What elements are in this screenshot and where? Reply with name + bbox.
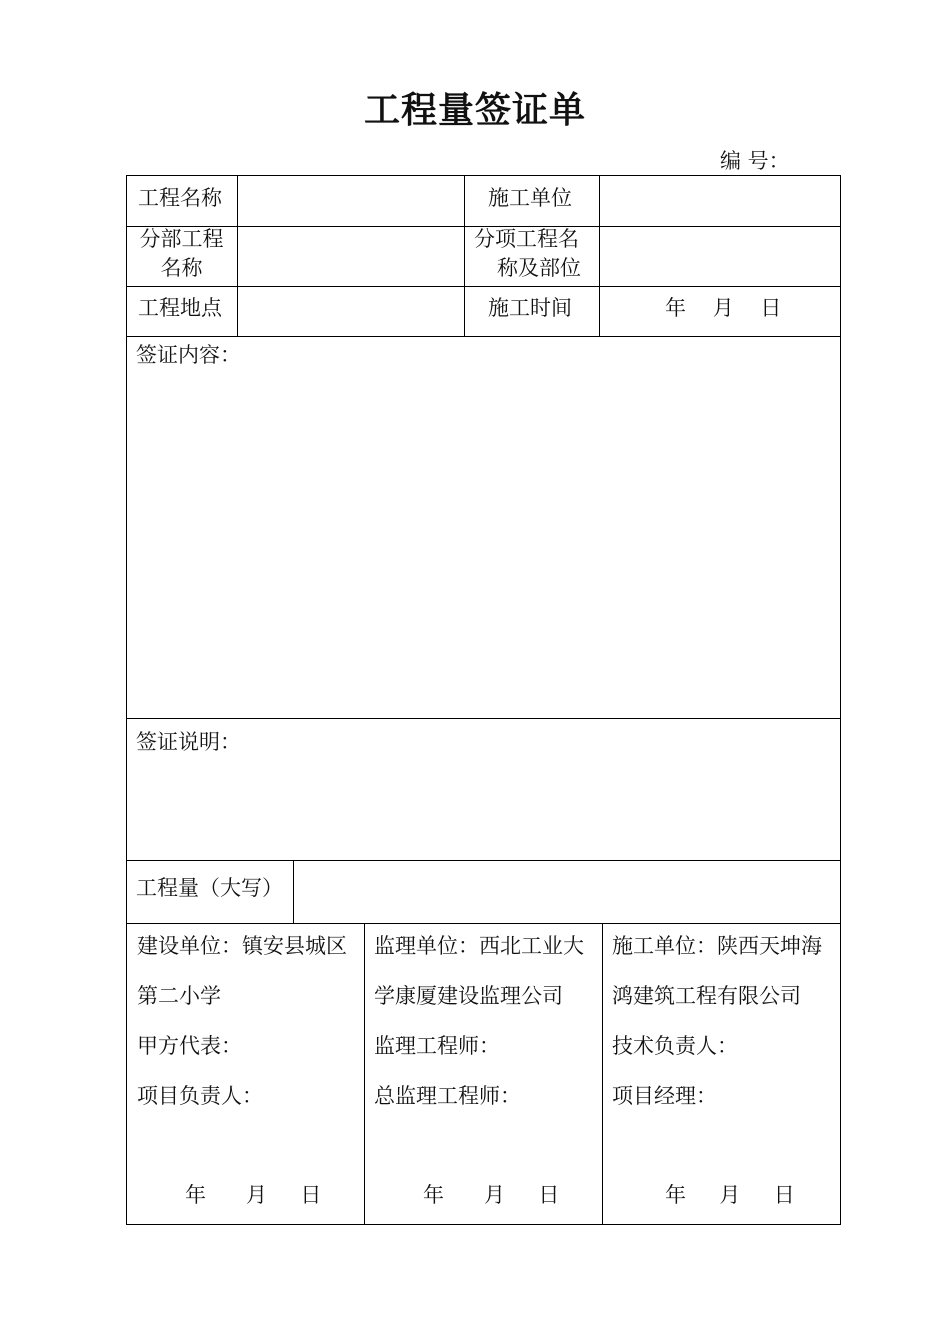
column-divider [599,175,600,336]
contractor-unit-line2: 鸿建筑工程有限公司 [612,984,801,1008]
contractor-label: 施工单位 [488,186,572,210]
sub-project-label-line1: 分部工程 [139,227,224,251]
row-divider [126,336,841,337]
supervisor-unit-line1: 监理单位：西北工业大 [374,934,584,958]
construction-time-label: 施工时间 [488,296,572,320]
row-divider [126,860,841,861]
owner-unit-line2: 第二小学 [137,984,221,1008]
supervisor-unit-line2: 学康厦建设监理公司 [374,984,563,1008]
project-manager-label: 项目经理： [612,1084,717,1108]
contractor-unit-line1: 施工单位：陕西天坤海 [612,934,822,958]
column-divider [237,175,238,336]
row-divider [126,286,841,287]
sub-project-label-line2: 名称 [160,256,203,280]
chief-supervising-engineer-label: 总监理工程师： [374,1084,521,1108]
owner-unit-line1: 建设单位：镇安县城区 [137,934,347,958]
visa-explanation-label: 签证说明： [136,730,241,754]
document-number-label: 编 号： [720,149,790,173]
document-title: 工程量签证单 [363,90,586,131]
technical-lead-label: 技术负责人： [612,1034,738,1058]
item-label-line2: 称及部位 [497,256,581,280]
column-divider [364,923,365,1225]
supervising-engineer-label: 监理工程师： [374,1034,500,1058]
item-label-line1: 分项工程名 [474,227,579,251]
column-divider [293,860,294,923]
column-divider [464,175,465,336]
contractor-sign-date: 年 月 日 [665,1183,795,1207]
location-label: 工程地点 [138,296,222,320]
project-name-label: 工程名称 [138,186,222,210]
visa-form-table [126,175,841,1225]
row-divider [126,923,841,924]
supervisor-sign-date: 年 月 日 [423,1183,560,1207]
quantity-uppercase-label: 工程量（大写） [136,876,283,900]
visa-content-label: 签证内容： [136,343,241,367]
owner-sign-date: 年 月 日 [185,1183,322,1207]
owner-representative-label: 甲方代表： [137,1034,242,1058]
owner-project-lead-label: 项目负责人： [137,1084,263,1108]
construction-time-date: 年 月 日 [665,296,782,320]
column-divider [602,923,603,1225]
row-divider [126,718,841,719]
